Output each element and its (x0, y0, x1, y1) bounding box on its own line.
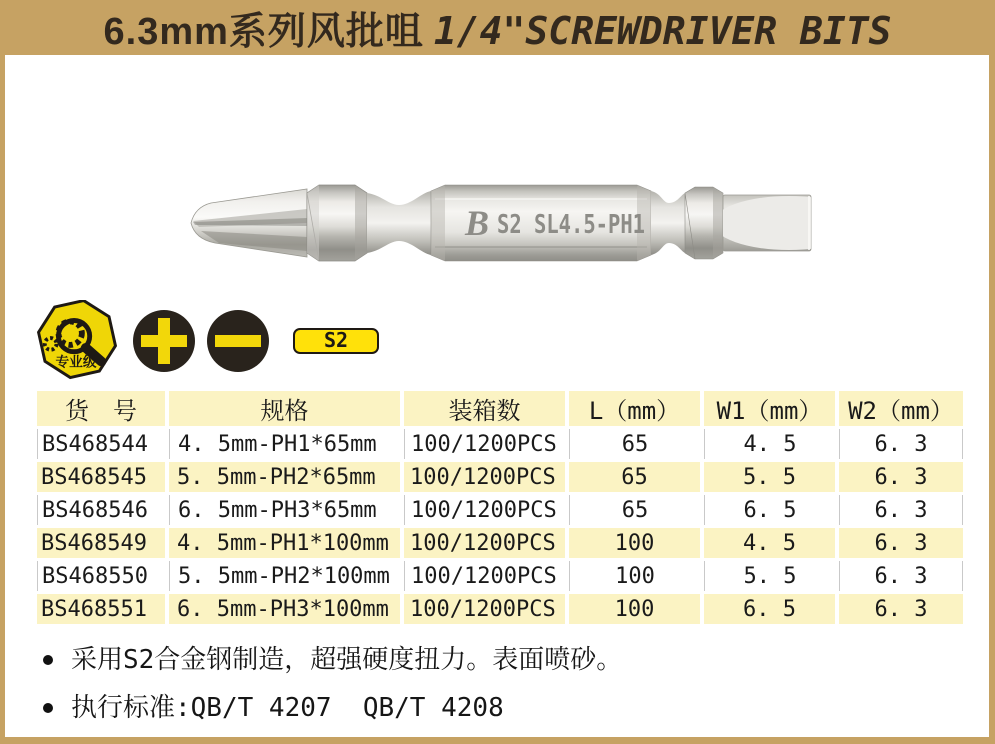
table-cell: 100/1200PCS (404, 462, 565, 492)
table-cell: 6. 5mm-PH3*100mm (169, 594, 400, 624)
table-row (37, 594, 963, 624)
page-title-chinese: 6.3mm系列风批咀 (103, 11, 424, 53)
table-cell: 6. 5 (704, 594, 835, 624)
col-header-w1: W1（mm） (704, 391, 835, 426)
table-cell: 6. 3 (839, 462, 963, 492)
table-cell: 100 (569, 528, 700, 558)
table-cell: 6. 3 (839, 429, 963, 459)
product-image (185, 165, 815, 281)
table-cell: 4. 5mm-PH1*100mm (169, 528, 400, 558)
table-cell: 4. 5 (704, 429, 835, 459)
table-cell: BS468549 (37, 528, 165, 558)
page-title-english: 1/4"SCREWDRIVER BITS (433, 9, 892, 53)
col-header-packing: 装箱数 (404, 391, 565, 426)
table-cell: 100/1200PCS (404, 561, 565, 591)
table-cell: 6. 3 (839, 528, 963, 558)
table-cell: 6. 3 (839, 495, 963, 525)
table-cell: BS468550 (37, 561, 165, 591)
table-cell: 5. 5mm-PH2*65mm (169, 462, 400, 492)
table-cell: 6. 5mm-PH3*65mm (169, 495, 400, 525)
col-header-spec: 规格 (169, 391, 400, 426)
table-cell: BS468546 (37, 495, 165, 525)
table-cell: 100/1200PCS (404, 528, 565, 558)
professional-badge-icon (33, 300, 121, 382)
screwdriver-bit-illustration (185, 165, 815, 281)
spec-table (33, 388, 967, 627)
table-cell: BS468551 (37, 594, 165, 624)
table-cell: 5. 5 (704, 561, 835, 591)
table-cell: 5. 5mm-PH2*100mm (169, 561, 400, 591)
left-hex-collar (307, 185, 367, 261)
right-neck (651, 191, 685, 255)
table-cell: 100/1200PCS (404, 594, 565, 624)
left-neck (367, 191, 431, 255)
table-row (37, 495, 963, 525)
table-cell: 5. 5 (704, 462, 835, 492)
table-header-row (37, 391, 963, 426)
phillips-head-icon (133, 310, 195, 372)
right-hex-collar (685, 187, 723, 259)
badges-row (33, 300, 967, 382)
page-header (0, 0, 995, 55)
table-row (37, 561, 963, 591)
table-cell: 6. 3 (839, 561, 963, 591)
page-title (104, 0, 892, 55)
table-row (37, 528, 963, 558)
table-row (37, 429, 963, 459)
slotted-head-icon (207, 310, 269, 372)
slotted-bar (215, 335, 261, 347)
table-cell: BS468545 (37, 462, 165, 492)
table-cell: 100 (569, 594, 700, 624)
table-cell: 4. 5 (704, 528, 835, 558)
brand-logo-b: B (465, 203, 490, 243)
table-cell: BS468544 (37, 429, 165, 459)
note-material: 采用S2合金钢制造，超强硬度扭力。表面喷砂。 (43, 643, 967, 677)
table-cell: 6. 5 (704, 495, 835, 525)
col-header-length: L（mm） (569, 391, 700, 426)
note-standard: 执行标准:QB/T 4207 QB/T 4208 (43, 691, 967, 725)
table-cell: 4. 5mm-PH1*65mm (169, 429, 400, 459)
content-area (0, 55, 995, 744)
table-row (37, 462, 963, 492)
slotted-tip (713, 195, 815, 251)
product-notes (33, 643, 967, 725)
professional-badge-label: 专业级 (55, 354, 97, 370)
col-header-item-no: 货 号 (37, 391, 165, 426)
table-cell: 100/1200PCS (404, 429, 565, 459)
col-header-w2: W2（mm） (839, 391, 963, 426)
phillips-bar-vertical (158, 318, 170, 364)
s2-material-badge: S2 (293, 328, 379, 354)
phillips-tip (191, 189, 307, 257)
table-cell: 100 (569, 561, 700, 591)
table-cell: 100/1200PCS (404, 495, 565, 525)
table-cell: 6. 3 (839, 594, 963, 624)
shaft-marking-text: S2 SL4.5-PH1 (497, 210, 645, 240)
table-cell: 65 (569, 462, 700, 492)
spec-table-body (37, 429, 963, 624)
professional-badge (33, 300, 121, 382)
table-cell: 65 (569, 495, 700, 525)
bit-shaft (431, 185, 651, 261)
table-cell: 65 (569, 429, 700, 459)
